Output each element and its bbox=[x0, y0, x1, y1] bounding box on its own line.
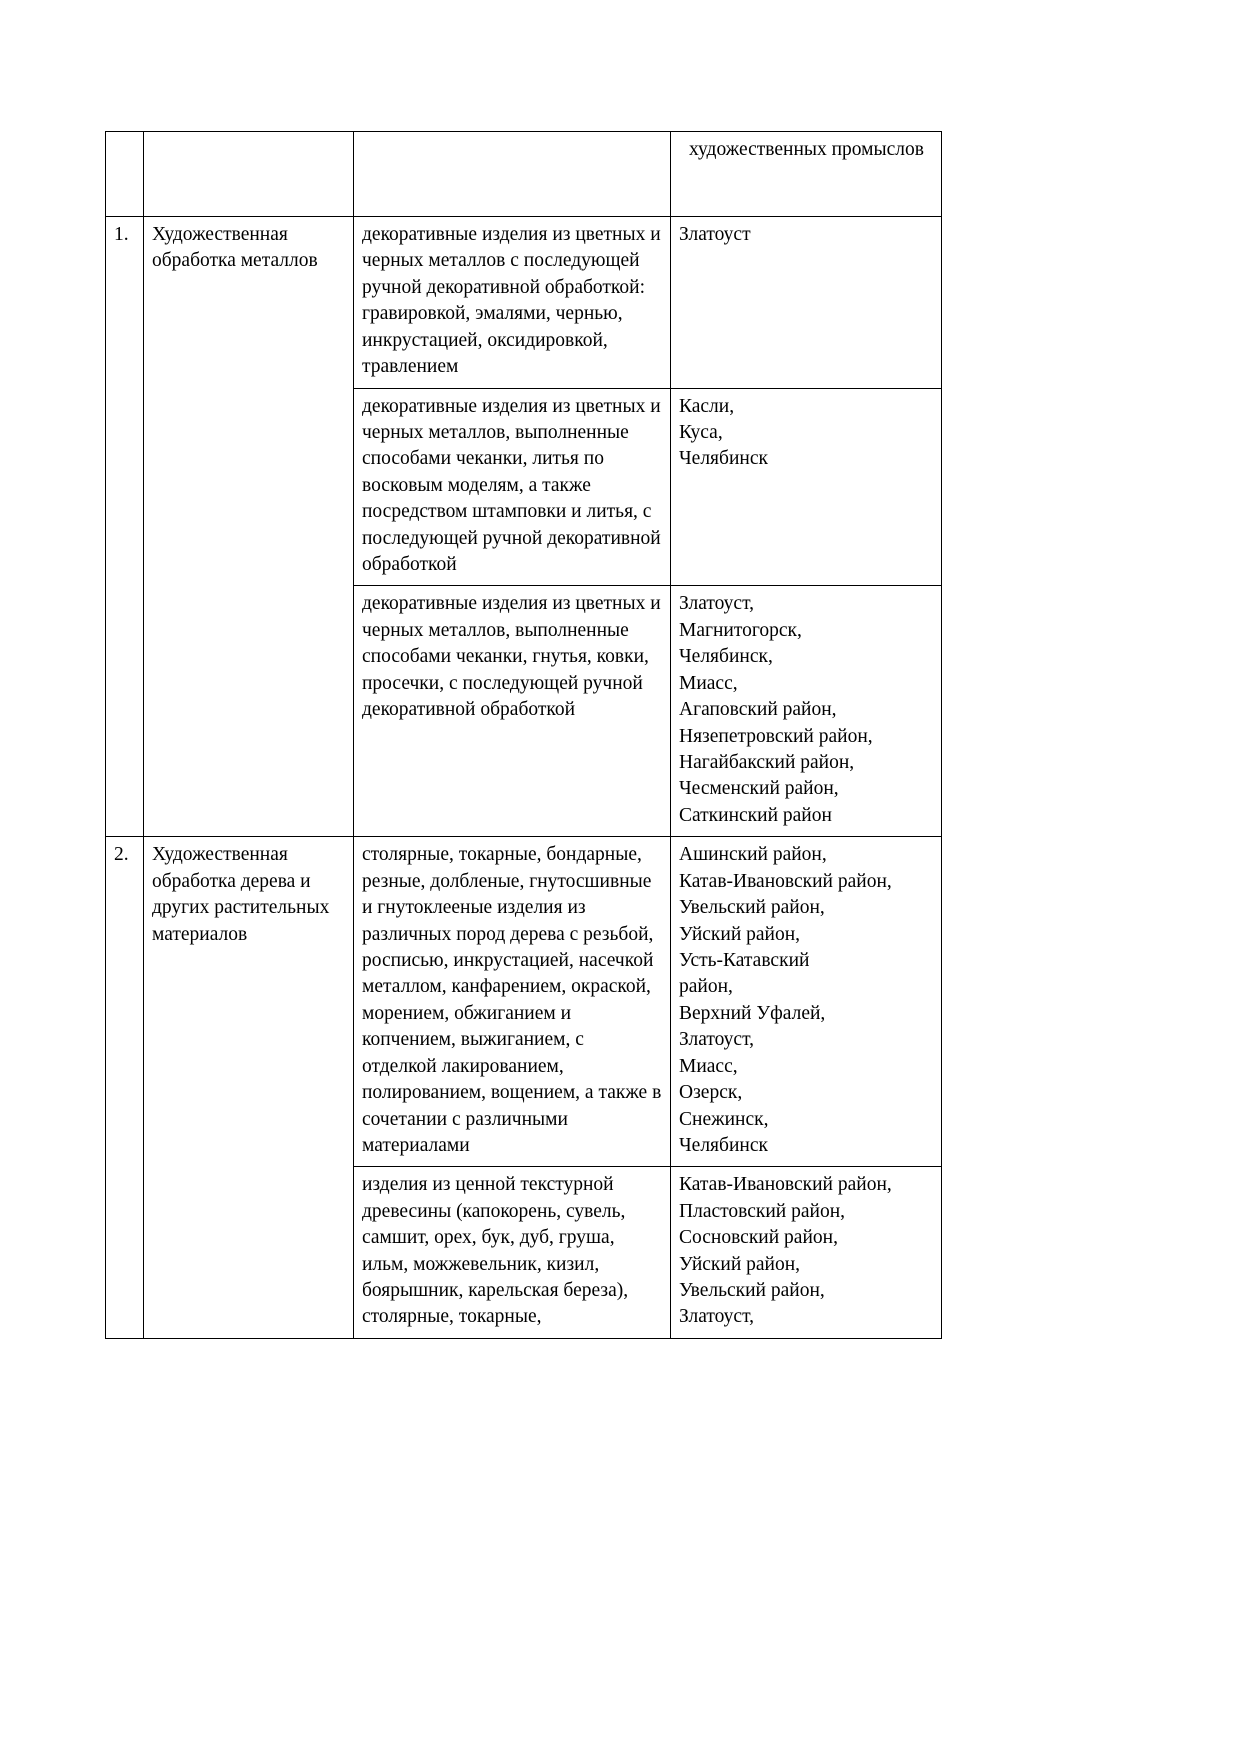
cell-line: Пластовский район, bbox=[679, 1200, 846, 1222]
cell-line: Увельский район, bbox=[679, 1280, 825, 1302]
row-places bbox=[671, 388, 942, 586]
row-places: Златоуст bbox=[671, 217, 942, 389]
cell-line: Верхний Уфалей, bbox=[679, 1002, 826, 1024]
promysly-table bbox=[105, 131, 942, 1339]
cell-line: Златоуст, bbox=[679, 1306, 755, 1328]
row-places bbox=[671, 837, 942, 1167]
cell-line: Златоуст, bbox=[679, 593, 755, 615]
table-container bbox=[105, 131, 941, 1339]
cell-line: Челябинск bbox=[679, 1134, 768, 1156]
cell-line: Нязепетровский район, bbox=[679, 725, 873, 747]
table-row bbox=[106, 837, 942, 1167]
cell-line: Миасс, bbox=[679, 1055, 738, 1077]
row-description: изделия из ценной текстурной древесины (капокорень, сувель, самшит, орех, бук, дуб, груша, ильм, можжевельник, кизил, боярышник, карельская береза), столярные, токарные, bbox=[354, 1167, 671, 1339]
cell-line: Катав-Ивановский район, bbox=[679, 870, 892, 892]
row-description: декоративные изделия из цветных и черных металлов, выполненные способами чеканки, литья по восковым моделям, а также посредством штамповки и литья, с последующей ручной декоративной обработкой bbox=[354, 388, 671, 586]
header-cell-number bbox=[106, 132, 144, 217]
row-number: 2. bbox=[106, 837, 144, 1339]
cell-line: район, bbox=[679, 976, 733, 998]
cell-line: Чесменский район, bbox=[679, 778, 839, 800]
header-cell-description bbox=[354, 132, 671, 217]
cell-line: Катав-Ивановский район, bbox=[679, 1174, 892, 1196]
cell-line: Златоуст, bbox=[679, 1029, 755, 1051]
table-row bbox=[106, 217, 942, 389]
header-cell-group bbox=[144, 132, 354, 217]
table-body bbox=[106, 132, 942, 1339]
cell-line: Куса, bbox=[679, 421, 723, 443]
cell-line: Снежинск, bbox=[679, 1108, 769, 1130]
cell-line: Уйский район, bbox=[679, 923, 801, 945]
cell-line: Челябинск, bbox=[679, 646, 773, 668]
cell-line: Магнитогорск, bbox=[679, 619, 802, 641]
row-description: декоративные изделия из цветных и черных металлов, выполненные способами чеканки, гнутья, ковки, просечки, с последующей ручной декоративной обработкой bbox=[354, 586, 671, 837]
cell-line: Сосновский район, bbox=[679, 1227, 838, 1249]
cell-line: Нагайбакский район, bbox=[679, 752, 855, 774]
cell-line: Ашинский район, bbox=[679, 844, 827, 866]
row-description: столярные, токарные, бондарные, резные, долбленые, гнутосшивные и гнутоклееные изделия из различных пород дерева с резьбой, росписью, инкрустацией, насечкой металлом, канфарением, окраской, морением, обжиганием и копчением, выжиганием, с отделкой лакированием, полированием, вощением, а также в сочетании с различными материалами bbox=[354, 837, 671, 1167]
cell-line: Усть-Катавский bbox=[679, 949, 810, 971]
row-number: 1. bbox=[106, 217, 144, 837]
cell-line: Челябинск bbox=[679, 448, 768, 470]
row-places bbox=[671, 1167, 942, 1339]
cell-line: Агаповский район, bbox=[679, 699, 837, 721]
row-description: декоративные изделия из цветных и черных металлов с последующей ручной декоративной обработкой: гравировкой, эмалями, чернью, инкрустацией, оксидировкой, травлением bbox=[354, 217, 671, 389]
row-places bbox=[671, 586, 942, 837]
cell-line: Касли, bbox=[679, 395, 735, 417]
cell-line: Озерск, bbox=[679, 1082, 743, 1104]
header-cell-places: художественных промыслов bbox=[671, 132, 942, 217]
row-group-name: Художественная обработка металлов bbox=[144, 217, 354, 837]
cell-line: Саткинский район bbox=[679, 804, 832, 826]
table-header-row bbox=[106, 132, 942, 217]
cell-line: Уйский район, bbox=[679, 1253, 801, 1275]
cell-line: Увельский район, bbox=[679, 897, 825, 919]
row-group-name: Художественная обработка дерева и других растительных материалов bbox=[144, 837, 354, 1339]
cell-line: Миасс, bbox=[679, 672, 738, 694]
